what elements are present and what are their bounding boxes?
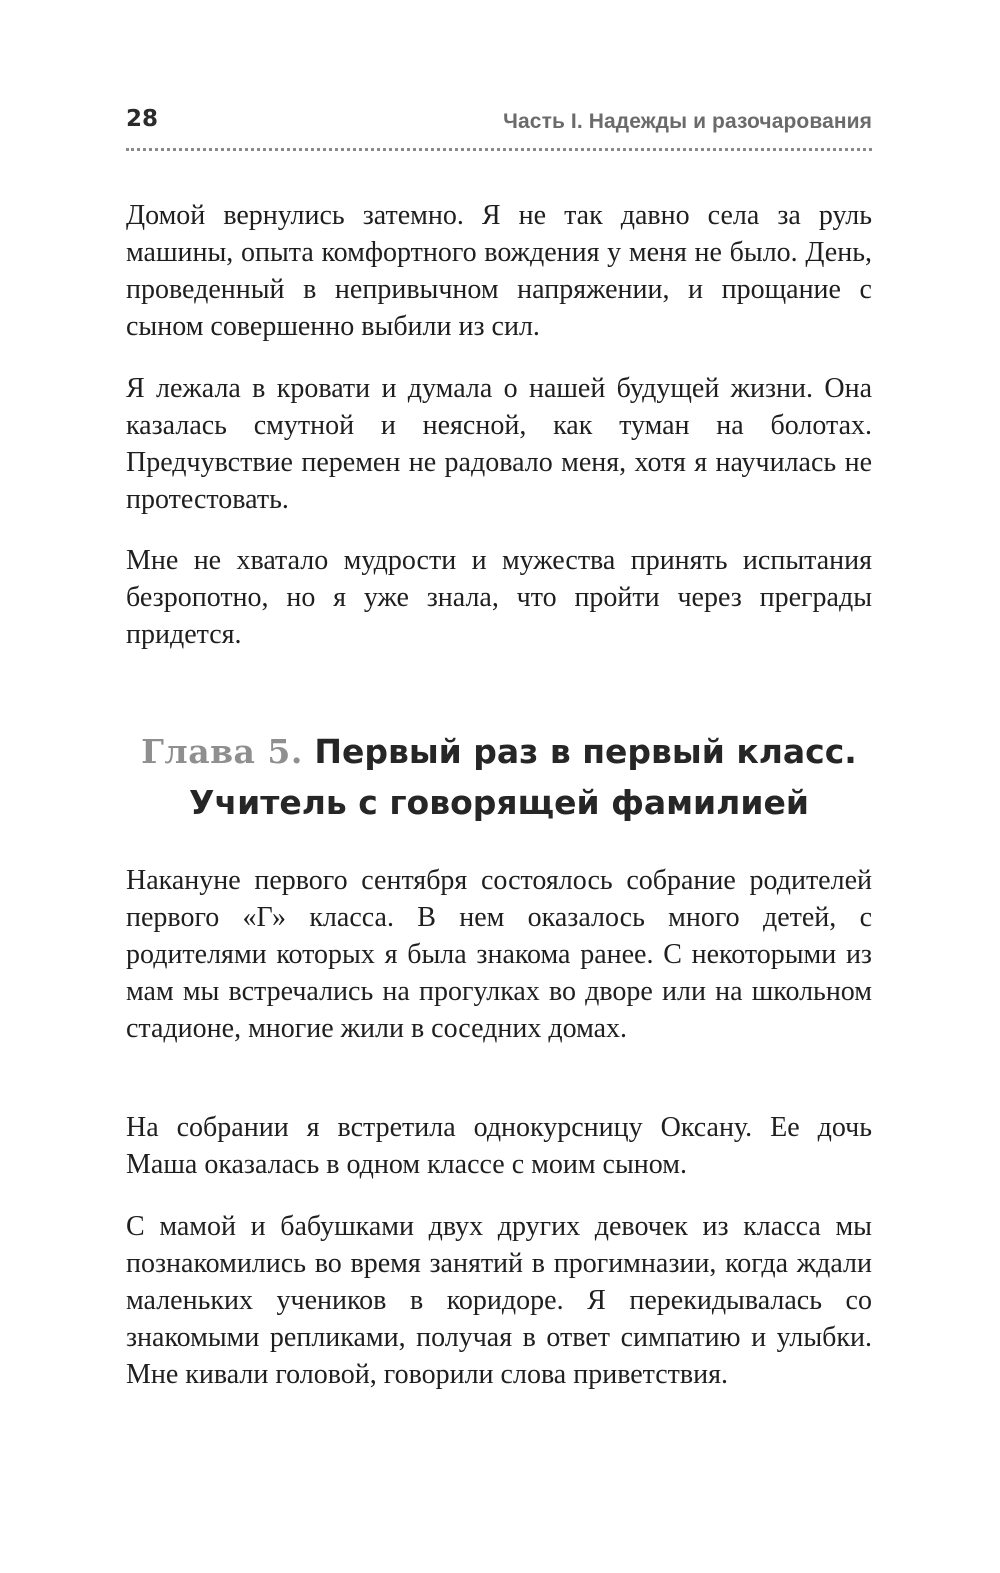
paragraph-4: Накануне первого сентября состоялось собрание родителей первого «Г» класса. В нем оказалось много детей, с родителями которых я была знакома ранее. С некоторыми из мам мы встречались на прогулках во дворе или на школьном стадионе, многие жили в соседних домах.: [126, 865, 872, 1044]
part-title: Часть I. Надежды и разочарования: [503, 110, 872, 133]
chapter-title-line1: Первый раз в первый класс.: [314, 732, 857, 771]
chapter-label: Глава 5.: [141, 732, 303, 771]
paragraph-6: С мамой и бабушками двух других девочек из класса мы познакомились во время занятий в прогимназии, когда ждали маленьких учеников в коридоре. Я перекидывалась со знакомыми репликами, получая в ответ симпатию и улыбки. Мне кивали головой, говорили слова приветствия.: [126, 1211, 872, 1390]
paragraph-5: На собрании я встретила однокурсницу Оксану. Ее дочь Маша оказалась в одном классе с моим сыном.: [126, 1112, 872, 1180]
page-number: 28: [126, 106, 159, 132]
running-header: [126, 104, 872, 151]
paragraph-3: Мне не хватало мудрости и мужества принять испытания безропотно, но я уже знала, что пройти через преграды придется.: [126, 545, 872, 650]
chapter-title-line2: Учитель с говорящей фамилией: [189, 783, 809, 822]
paragraph-1: Домой вернулись затемно. Я не так давно села за руль машины, опыта комфортного вождения у меня не было. День, проведенный в непривычном напряжении, и прощание с сыном совершенно выбили из сил.: [126, 200, 872, 342]
paragraph-2: Я лежала в кровати и думала о нашей будущей жизни. Она казалась смутной и неясной, как туман на болотах. Предчувствие перемен не радовало меня, хотя я научилась не протестовать.: [126, 373, 872, 515]
chapter-heading: [126, 726, 872, 828]
